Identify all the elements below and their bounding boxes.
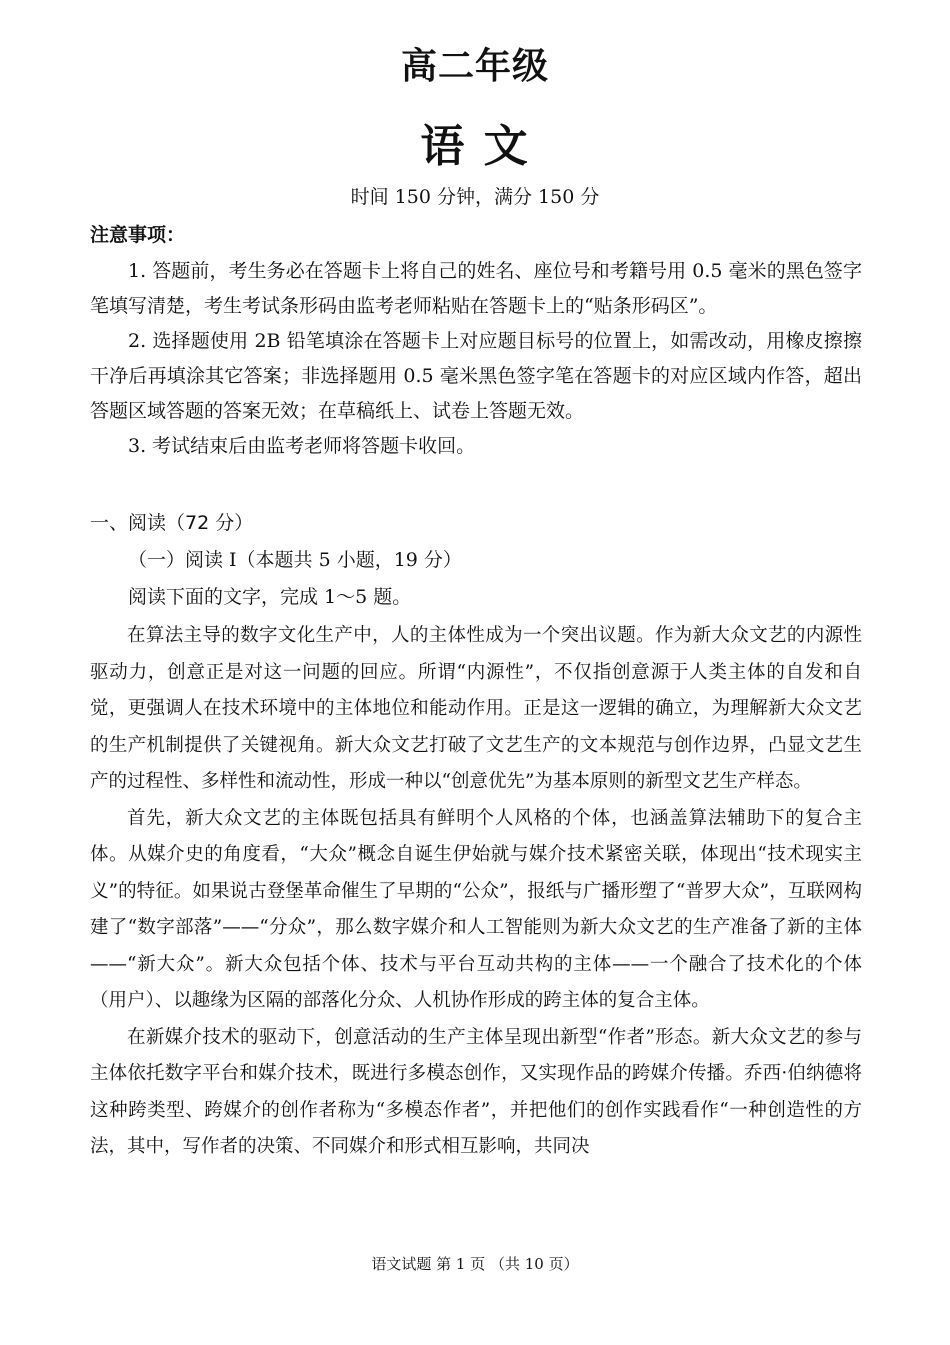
notice-list <box>90 254 862 464</box>
notice-title: 注意事项： <box>90 224 186 246</box>
section-title: 一、阅读（72 分） <box>90 512 254 534</box>
subsection-title: （一）阅读 I（本题共 5 小题，19 分） <box>128 549 462 571</box>
notice-item: 1. 答题前，考生务必在答题卡上将自己的姓名、座位号和考籍号用 0.5 毫米的黑色签字笔填写清楚，考生考试条形码由监考老师粘贴在答题卡上的“贴条形码区”。 <box>90 260 862 317</box>
grade-title: 高二年级 <box>400 46 549 87</box>
passage-paragraph: 在算法主导的数字文化生产中，人的主体性成为一个突出议题。作为新大众文艺的内源性驱动力，创意正是对这一问题的回应。所谓“内源性”，不仅指创意源于人类主体的自发和自觉，更强调人在技术环境中的主体地位和能动作用。正是这一逻辑的确立，为理解新大众文艺的生产机制提供了关键视角。新大众文艺打破了文艺生产的文本规范与创作边界，凸显文艺生产的过程性、多样性和流动性，形成一种以“创意优先”为基本原则的新型文艺生产样态。 <box>90 625 862 792</box>
subject-title: 语 文 <box>420 121 530 172</box>
reading-instruction: 阅读下面的文字，完成 1～5 题。 <box>128 586 412 608</box>
notice-item: 2. 选择题使用 2B 铅笔填涂在答题卡上对应题目标号的位置上，如需改动，用橡皮擦擦干净后再填涂其它答案；非选择题用 0.5 毫米黑色签字笔在答题卡的对应区域内作答，超出答题区域答题的答案无效；在草稿纸上、试卷上答题无效。 <box>90 330 862 422</box>
passage-paragraph: 首先，新大众文艺的主体既包括具有鲜明个人风格的个体，也涵盖算法辅助下的复合主体。从媒介史的角度看，“大众”概念自诞生伊始就与媒介技术紧密关联，体现出“技术现实主义”的特征。如果说古登堡革命催生了早期的“公众”，报纸与广播形塑了“普罗大众”，互联网构建了“数字部落”——“分众”，那么数字媒介和人工智能则为新大众文艺的生产准备了新的主体——“新大众”。新大众包括个体、技术与平台互动共构的主体——一个融合了技术化的个体（用户）、以趣缘为区隔的部落化分众、人机协作形成的跨主体的复合主体。 <box>90 807 862 1011</box>
reading-passage <box>90 618 862 1166</box>
page-footer: 语文试题 第 1 页 （共 10 页） <box>371 1255 579 1273</box>
notice-item: 3. 考试结束后由监考老师将答题卡收回。 <box>128 435 476 457</box>
passage-paragraph: 在新媒介技术的驱动下，创意活动的生产主体呈现出新型“作者”形态。新大众文艺的参与主体依托数字平台和媒介技术，既进行多模态创作，又实现作品的跨媒介传播。乔西·伯纳德将这种跨类型、跨媒介的创作者称为“多模态作者”，并把他们的创作实践看作“一种创造性的方法，其中，写作者的决策、不同媒介和形式相互影响，共同决 <box>90 1026 862 1157</box>
time-info: 时间 150 分钟，满分 150 分 <box>350 186 600 208</box>
